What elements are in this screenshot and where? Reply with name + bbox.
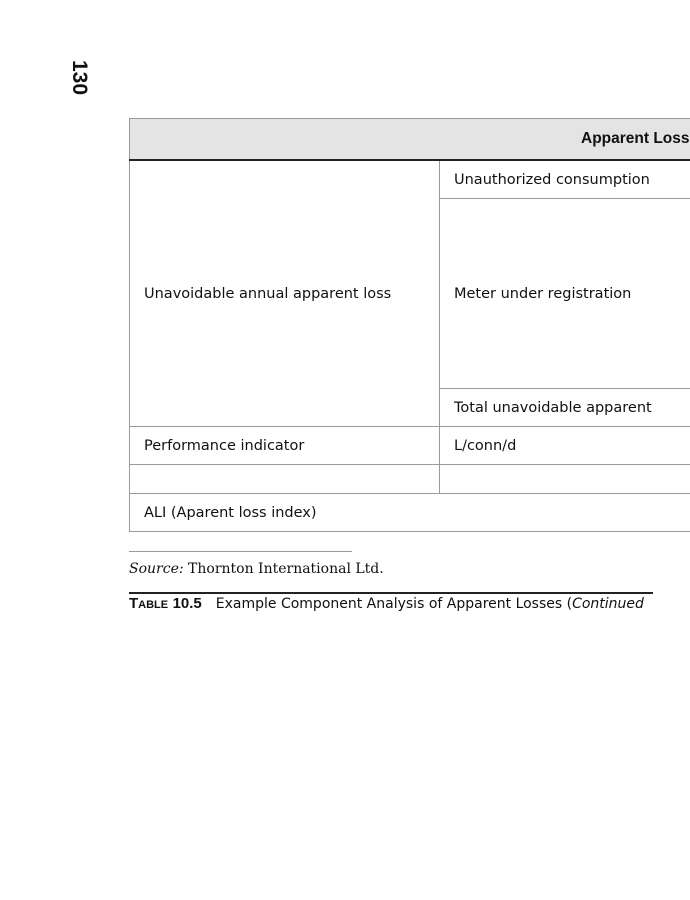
apparent-loss-table [129,118,690,532]
unavoidable-loss-label: Unavoidable annual apparent loss [130,160,440,427]
table-header-row [130,119,690,161]
table-row [130,465,690,494]
meter-under-registration-cell: Meter under registration [440,199,690,389]
table-caption [129,595,653,612]
page-number: 130 [68,60,91,96]
table-row [130,160,690,199]
table-row [130,494,690,532]
caption-text: Example Component Analysis of Apparent Losses ( [215,596,573,612]
table-header-cell: Apparent Loss [130,119,690,161]
empty-cell [440,465,690,494]
table-row [130,427,690,465]
caption-continued: Continued [572,596,644,612]
total-unavoidable-cell: Total unavoidable apparent [440,389,690,427]
source-note [129,561,384,577]
source-label: Source: [129,561,184,577]
caption-label: Table [129,595,169,612]
source-text: Thornton International Ltd. [188,561,384,577]
performance-unit-cell: L/conn/d [440,427,690,465]
unauthorized-consumption-cell: Unauthorized consumption [440,160,690,199]
source-divider [129,551,352,552]
performance-indicator-label: Performance indicator [130,427,440,465]
caption-number: 10.5 [172,595,202,612]
ali-label: ALI (Aparent loss index) [130,494,690,532]
caption-divider [129,592,653,594]
table-grid [129,118,690,532]
empty-cell [130,465,440,494]
